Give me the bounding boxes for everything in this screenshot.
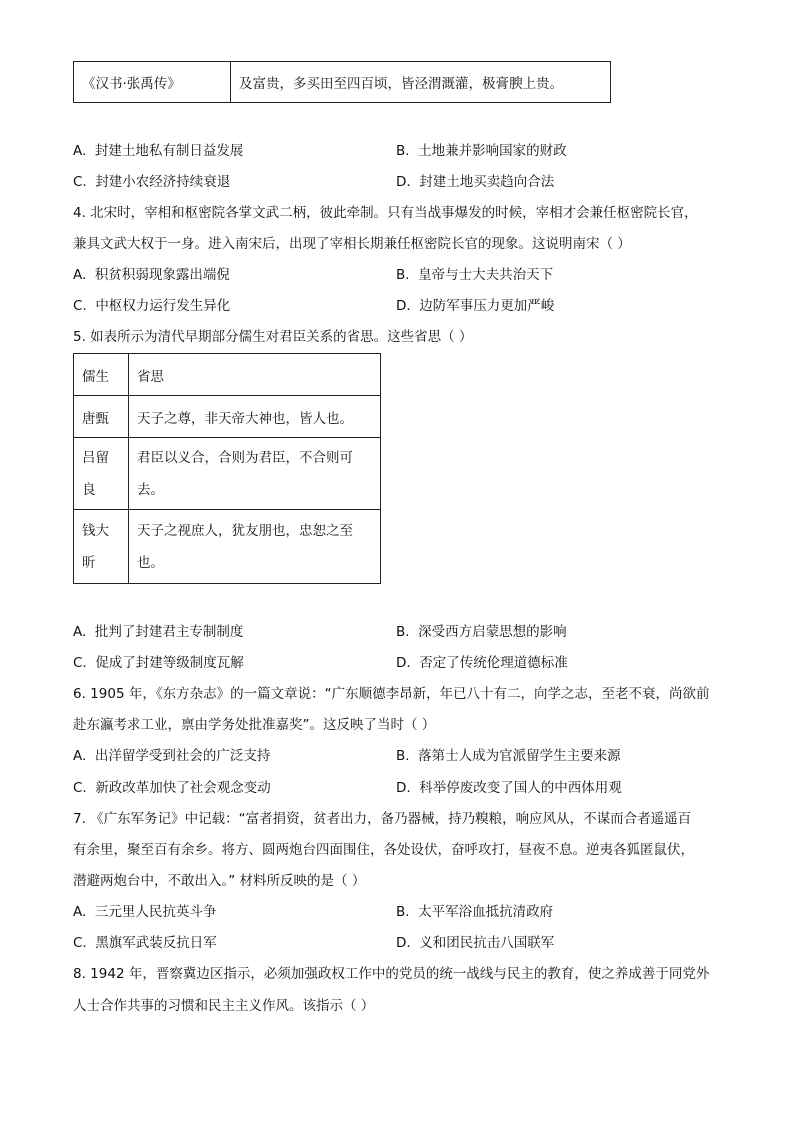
q5-option-a[interactable]: A. 批判了封建君主专制制度: [73, 624, 244, 640]
q5-row2-text: 君臣以义合，合则为君臣，不合则可去。: [129, 438, 381, 510]
q7-stem-line3: 潜避两炮台中，不敢出入。” 材料所反映的是（ ）: [73, 873, 366, 889]
q4-option-c[interactable]: C. 中枢权力运行发生异化: [73, 298, 231, 314]
q5-row3-text: 天子之视庶人，犹友朋也，忠恕之至也。: [129, 510, 381, 584]
q8-stem-line2: 人士合作共事的习惯和民主主义作风。该指示（ ）: [73, 998, 375, 1014]
q4-option-b[interactable]: B. 皇帝与士大夫共治天下: [396, 267, 554, 283]
q5-row1-text: 天子之尊，非天帝大神也，皆人也。: [129, 396, 381, 438]
q7-option-d[interactable]: D. 义和团民抗击八国联军: [396, 935, 555, 951]
q5-option-b[interactable]: B. 深受西方启蒙思想的影响: [396, 624, 567, 640]
q6-option-c[interactable]: C. 新政改革加快了社会观念变动: [73, 780, 271, 796]
source-text: 及富贵，多买田至四百顷，皆泾渭溉灌，极膏腴上贵。: [239, 76, 563, 92]
q4-stem-line2: 兼具文武大权于一身。进入南宋后，出现了宰相长期兼任枢密院长官的现象。这说明南宋（ ）: [73, 236, 631, 252]
q7-stem-line1: 7. 《广东军务记》中记载：“富者捐资，贫者出力，备乃器械，持乃糗粮，响应风从，不谋而合者遥遥百: [73, 811, 692, 827]
source-table: [73, 61, 611, 103]
q5-header-text: 省思: [129, 354, 381, 396]
q4-option-a[interactable]: A. 积贫积弱现象露出端倪: [73, 267, 230, 283]
q6-option-b[interactable]: B. 落第士人成为官派留学生主要来源: [396, 748, 621, 764]
table-row: [74, 438, 381, 510]
q5-row1-name: 唐甄: [74, 396, 129, 438]
q3-option-d[interactable]: D. 封建土地买卖趋向合法: [396, 174, 555, 190]
q5-row3-name: 钱大昕: [74, 510, 129, 584]
q6-stem-line2: 赴东瀛考求工业，禀由学务处批准嘉奖”。这反映了当时（ ）: [73, 717, 436, 733]
q3-option-a[interactable]: A. 封建土地私有制日益发展: [73, 143, 244, 159]
q6-option-d[interactable]: D. 科举停废改变了国人的中西体用观: [396, 780, 622, 796]
source-title: 《汉书·张禹传》: [82, 76, 181, 92]
q6-option-a[interactable]: A. 出洋留学受到社会的广泛支持: [73, 748, 271, 764]
source-cell: [74, 62, 231, 103]
q3-option-b[interactable]: B. 土地兼并影响国家的财政: [396, 143, 567, 159]
q5-option-c[interactable]: C. 促成了封建等级制度瓦解: [73, 655, 244, 671]
q7-stem-line2: 有余里，聚至百有余乡。将方、圆两炮台四面围住，各处设伏，奋呼攻打，昼夜不息。逆夷各狐匿鼠伏，: [73, 842, 694, 858]
q5-table: [73, 353, 381, 584]
q4-option-d[interactable]: D. 边防军事压力更加严峻: [396, 298, 555, 314]
table-row: [74, 396, 381, 438]
q8-stem-line1: 8. 1942 年，晋察冀边区指示，必须加强政权工作中的党员的统一战线与民主的教育，使之养成善于同党外: [73, 966, 710, 982]
q5-row2-name: 吕留良: [74, 438, 129, 510]
q3-option-c[interactable]: C. 封建小农经济持续衰退: [73, 174, 231, 190]
q7-option-a[interactable]: A. 三元里人民抗英斗争: [73, 904, 217, 920]
q4-stem-line1: 4. 北宋时，宰相和枢密院各掌文武二柄，彼此牵制。只有当战事爆发的时候，宰相才会兼任枢密院长官，: [73, 205, 698, 221]
q7-option-b[interactable]: B. 太平军浴血抵抗清政府: [396, 904, 554, 920]
q6-stem-line1: 6. 1905 年，《东方杂志》的一篇文章说：“广东顺德李昂新，年已八十有二，向学之志，至老不衰，尚欲前: [73, 686, 710, 702]
table-row: [74, 510, 381, 584]
q5-stem: 5. 如表所示为清代早期部分儒生对君臣关系的省思。这些省思（ ）: [73, 329, 473, 345]
q5-header-name: 儒生: [74, 354, 129, 396]
q5-option-d[interactable]: D. 否定了传统伦理道德标准: [396, 655, 568, 671]
source-text-cell: [231, 62, 611, 103]
q7-option-c[interactable]: C. 黑旗军武装反抗日军: [73, 935, 217, 951]
